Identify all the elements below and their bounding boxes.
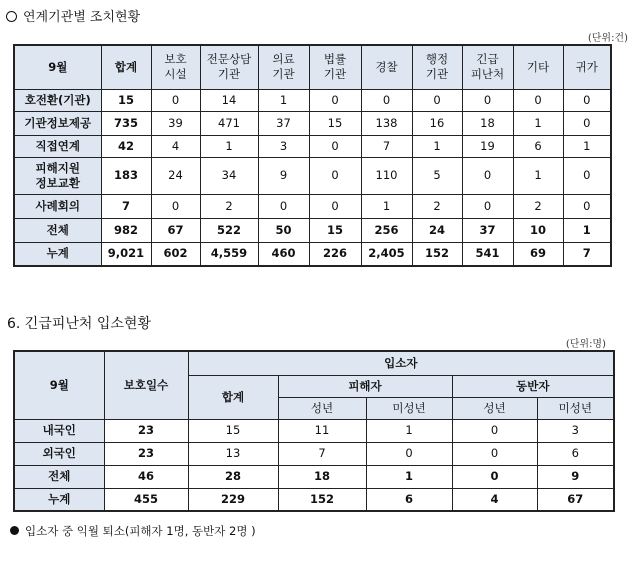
table-cell: 1 [513,157,563,194]
column-header: 의료 기관 [258,45,309,89]
table-cell: 3 [258,135,309,157]
row-header: 직접연계 [14,135,101,157]
table-cell: 18 [462,111,513,135]
table-cell: 0 [309,157,361,194]
admission-note-row [10,523,256,539]
table-cell: 152 [412,242,462,266]
table-cell: 7 [278,442,366,465]
table-cell: 34 [200,157,258,194]
row-header: 호전환(기관) [14,89,101,111]
table-row [14,111,611,135]
table-cell: 152 [278,488,366,511]
table-cell: 5 [412,157,462,194]
table-cell: 1 [366,419,452,442]
table-cell: 19 [462,135,513,157]
table-header-row [14,45,611,89]
table-row [14,419,614,442]
table-cell: 541 [462,242,513,266]
table-cell: 0 [151,194,200,218]
table-row [14,135,611,157]
admission-note: 입소자 중 익월 퇴소(피해자 1명, 동반자 2명 ) [25,524,256,538]
header-victim-adult: 성년 [278,397,366,419]
table-cell: 16 [412,111,462,135]
table-cell: 455 [104,488,188,511]
row-header: 전체 [14,465,104,488]
column-header: 법률 기관 [309,45,361,89]
table-cell: 37 [462,218,513,242]
header-companion-minor: 미성년 [537,397,614,419]
table-cell: 50 [258,218,309,242]
header-companion: 동반자 [452,375,614,397]
table-cell: 0 [366,442,452,465]
table-cell: 1 [366,465,452,488]
table-cell: 6 [537,442,614,465]
column-header: 긴급 피난처 [462,45,513,89]
table-cell: 0 [412,89,462,111]
table-cell: 0 [563,111,611,135]
table-row [14,465,614,488]
table-cell: 982 [101,218,151,242]
table-cell: 0 [452,419,537,442]
table-cell: 13 [188,442,278,465]
table-cell: 229 [188,488,278,511]
table-row [14,242,611,266]
table-cell: 4,559 [200,242,258,266]
table-cell: 183 [101,157,151,194]
table-cell: 1 [513,111,563,135]
table-cell: 522 [200,218,258,242]
table-cell: 14 [200,89,258,111]
section1-unit: (단위:건) [587,33,628,44]
table-cell: 0 [513,89,563,111]
header-victim: 피해자 [278,375,452,397]
table-cell: 0 [309,135,361,157]
table-cell: 0 [563,194,611,218]
table-cell: 15 [188,419,278,442]
table-cell: 1 [563,218,611,242]
section1-title-row [6,6,140,25]
table-cell: 39 [151,111,200,135]
table-cell: 0 [452,465,537,488]
table-cell: 1 [563,135,611,157]
table-cell: 0 [151,89,200,111]
table-cell: 0 [361,89,412,111]
row-header: 전체 [14,218,101,242]
table-cell: 138 [361,111,412,135]
header-victim-minor: 미성년 [366,397,452,419]
table-cell: 10 [513,218,563,242]
row-header: 누계 [14,242,101,266]
table-cell: 42 [101,135,151,157]
table-cell: 24 [151,157,200,194]
header-total: 합계 [188,375,278,419]
section1-title: 연계기관별 조치현황 [23,10,141,25]
header-companion-adult: 성년 [452,397,537,419]
section2-title: 6. 긴급피난처 입소현황 [7,316,151,332]
header-month: 9월 [14,351,104,419]
linked-institution-table [13,44,612,267]
column-header: 행정 기관 [412,45,462,89]
table-row [14,157,611,194]
table-cell: 15 [309,218,361,242]
row-header: 사례회의 [14,194,101,218]
section2-unit: (단위:명) [565,339,606,350]
column-header: 귀가 [563,45,611,89]
table-cell: 11 [278,419,366,442]
table-cell: 460 [258,242,309,266]
table-cell: 0 [452,442,537,465]
table-cell: 1 [200,135,258,157]
table-cell: 0 [462,157,513,194]
table-cell: 37 [258,111,309,135]
table-cell: 69 [513,242,563,266]
table-cell: 735 [101,111,151,135]
shelter-admission-table [13,350,615,512]
table-cell: 4 [452,488,537,511]
column-header: 경찰 [361,45,412,89]
table-cell: 1 [258,89,309,111]
table-cell: 1 [361,194,412,218]
row-header: 피해지원 정보교환 [14,157,101,194]
table-cell: 0 [462,194,513,218]
row-header: 내국인 [14,419,104,442]
table-cell: 46 [104,465,188,488]
table-cell: 2 [412,194,462,218]
table-cell: 2 [513,194,563,218]
table-cell: 226 [309,242,361,266]
header-admitted: 입소자 [188,351,614,375]
table-header-row [14,351,614,375]
table-cell: 110 [361,157,412,194]
table-cell: 602 [151,242,200,266]
table-cell: 18 [278,465,366,488]
table-cell: 0 [563,89,611,111]
row-header: 누계 [14,488,104,511]
filled-circle-bullet-icon [10,526,19,535]
table-cell: 6 [366,488,452,511]
table-cell: 2,405 [361,242,412,266]
table-cell: 24 [412,218,462,242]
table-cell: 0 [462,89,513,111]
table-cell: 23 [104,419,188,442]
table-row [14,194,611,218]
table-cell: 1 [412,135,462,157]
table-cell: 0 [309,89,361,111]
circle-bullet-icon [6,11,17,22]
table-cell: 9 [258,157,309,194]
table-cell: 7 [361,135,412,157]
table-cell: 9 [537,465,614,488]
row-header: 기관정보제공 [14,111,101,135]
table-cell: 256 [361,218,412,242]
table-cell: 7 [563,242,611,266]
column-header: 보호 시설 [151,45,200,89]
table-cell: 15 [309,111,361,135]
table-cell: 23 [104,442,188,465]
table-cell: 3 [537,419,614,442]
table-cell: 0 [309,194,361,218]
row-header: 외국인 [14,442,104,465]
table-cell: 0 [258,194,309,218]
table-cell: 67 [537,488,614,511]
table-cell: 9,021 [101,242,151,266]
column-header: 기타 [513,45,563,89]
table-cell: 6 [513,135,563,157]
table-row [14,89,611,111]
table-row [14,218,611,242]
column-header: 전문상담 기관 [200,45,258,89]
column-header: 9월 [14,45,101,89]
table-cell: 2 [200,194,258,218]
column-header: 합계 [101,45,151,89]
table-row [14,488,614,511]
table-cell: 28 [188,465,278,488]
table-cell: 7 [101,194,151,218]
table-cell: 15 [101,89,151,111]
table-row [14,442,614,465]
table-cell: 471 [200,111,258,135]
table-cell: 4 [151,135,200,157]
table-cell: 67 [151,218,200,242]
header-protection-days: 보호일수 [104,351,188,419]
table-cell: 0 [563,157,611,194]
